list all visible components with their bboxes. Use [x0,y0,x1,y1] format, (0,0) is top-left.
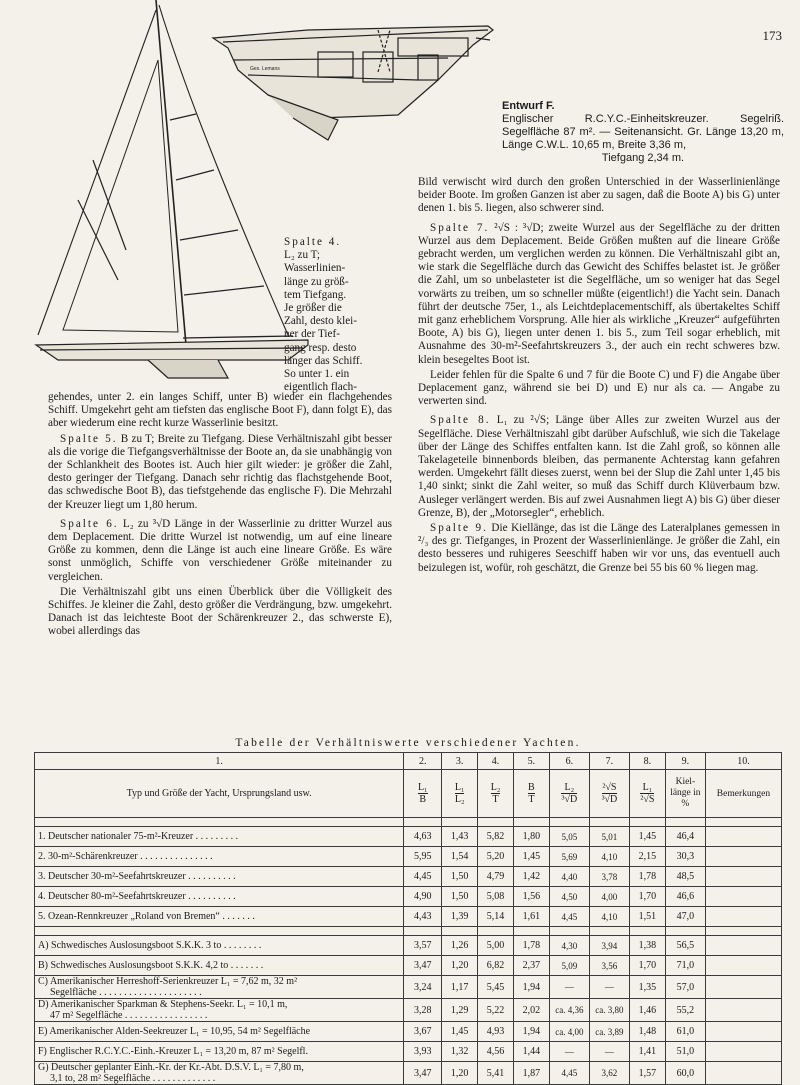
remarks-cell [705,1042,781,1062]
table-row [35,887,782,907]
yacht-name: F) Englischer R.C.Y.C.-Einh.-Kreuzer L₁ = 13,20 m, 87 m² Segelfl. [38,1046,308,1057]
spalte5-paragraph [48,433,392,512]
yacht-name-line2: 47 m² Segelfläche . . . . . . . . . . . . . . . . . [50,1010,208,1021]
value-cell-col2: 4,90 [404,887,442,907]
value-cell-col8: 1,41 [629,1042,665,1062]
value-cell-col3: 1,54 [442,847,478,867]
value-cell-col7: 3,62 [589,1062,629,1085]
frac-den: L₂ [454,794,465,805]
value-cell-col3: 1,50 [442,887,478,907]
value-cell-col5: 2,02 [513,999,549,1022]
table-row [35,1062,782,1085]
yacht-name: C) Amerikanischer Herreshoff-Serienkreuzer L₁ = 7,62 m, 32 m² [38,976,298,987]
frac-den: ³√D [561,794,578,805]
col-number: 3. [442,753,478,770]
value-cell-col2: 3,28 [404,999,442,1022]
remarks-cell [705,976,781,999]
value-cell-col9: 55,2 [665,999,705,1022]
spalte9-heading: Spalte 9. [430,522,488,535]
col-number: 10. [705,753,781,770]
value-cell-col8: 1,38 [629,936,665,956]
value-cell-col9: 51,0 [665,1042,705,1062]
column-number-row [35,753,782,770]
value-cell-col5: 1,61 [513,907,549,927]
remarks-cell [705,1062,781,1085]
value-cell-col4: 4,56 [478,1042,514,1062]
yacht-name-cell [35,827,404,847]
spacer-cell [665,818,705,827]
value-cell-col6: 4,50 [549,887,589,907]
value-cell-col8: 2,15 [629,847,665,867]
yacht-name-cell [35,887,404,907]
value-cell-col2: 4,63 [404,827,442,847]
yacht-name: E) Amerikanischer Alden-Seekreuzer L₁ = 10,95, 54 m² Segelfläche [38,1026,311,1037]
table-row [35,976,782,999]
spacer-cell [478,818,514,827]
spacer-row [35,818,782,827]
spacer-cell [589,927,629,936]
value-cell-col8: 1,70 [629,956,665,976]
value-cell-col8: 1,51 [629,907,665,927]
yacht-name-line2: 3,1 to, 28 m² Segelfläche . . . . . . . . . . . . . [50,1073,216,1084]
col1-header: Typ und Größe der Yacht, Ursprungsland usw. [35,770,404,818]
col9-header: Kiel-länge in % [665,770,705,818]
value-cell-col6: 4,30 [549,936,589,956]
frac-den: B [419,794,427,805]
value-cell-col3: 1,29 [442,999,478,1022]
left-column [48,391,392,641]
value-cell-col2: 3,57 [404,936,442,956]
spalte8-text: ; Länge über Alles zur zweiten Wurzel aus der Segelfläche. Diese Verhältniszahl gibt darüber Aufschluß, wie sich die Takelage über der Länge des Schiffes entfalten kann. Ist die Zahl groß, so können alle Takelageteile binnenbords bleiben, das permanente Achterstag kann gefahren werden. Umgekehrt fällt dieses zuerst, wenn bei der Slup die Zahl unter 1,45 bis 1,40 sinkt; sinkt die Zahl weiter, so muß das Schiff durch Klüverbaum bzw. Ausleger verlängert werden. Bis auf zwei Ausnahmen liegt A) bis G) über dieser Grenze, B), der „Motorsegler“, erheblich. [418,414,781,519]
yacht-name: D) Amerikanischer Sparkman & Stephens-Seekr. L₁ = 10,1 m, [38,999,288,1010]
spalte6-text: Länge in der Wasserlinie zu dritter Wurzel aus dem Deplacement. Die dritte Wurzel ist notwendig, um auf eine lineare Größe zu kommen, denn die Länge ist auch eine lineare Größe. Es wäre sonst unmöglich, Schiffe von verschiedener Größe miteinander zu vergleichen. [48,517,393,583]
value-cell-col8: 1,46 [629,999,665,1022]
value-cell-col4: 5,00 [478,936,514,956]
value-cell-col2: 3,47 [404,1062,442,1085]
value-cell-col4: 5,41 [478,1062,514,1085]
spacer-cell [705,818,781,827]
hull-label: Ges. Lemans [250,66,280,72]
yacht-name-cell [35,907,404,927]
spacer-cell [705,927,781,936]
table-row [35,956,782,976]
spalte4-line: ner der Tief- [284,328,340,341]
value-cell-col5: 2,37 [513,956,549,976]
value-cell-col4: 6,82 [478,956,514,976]
value-cell-col7: — [589,976,629,999]
spacer-cell [549,818,589,827]
value-cell-col7: ca. 3,80 [589,999,629,1022]
value-cell-col6: 5,05 [549,827,589,847]
frac-den: T [528,794,535,805]
remarks-cell [705,956,781,976]
col-number: 5. [513,753,549,770]
spalte7-paragraph-2: Leider fehlen für die Spalte 6 und 7 für die Boote C) und F) die Angabe über Deplacement ganz, während sie bei D) und E) nur als ca. — Angabe zu verwerten sind. [418,368,780,408]
value-cell-col9: 57,0 [665,976,705,999]
col-number: 6. [549,753,589,770]
spalte4-line: gang resp. desto [284,341,357,354]
yacht-name: 2. 30-m²-Schärenkreuzer . . . . . . . . . . . . . . . [38,851,213,862]
value-cell-col3: 1,17 [442,976,478,999]
value-cell-col7: 3,78 [589,867,629,887]
yacht-name-cell [35,956,404,976]
frac-num: L₂ [490,782,501,793]
spacer-cell [404,927,442,936]
spacer-cell [665,927,705,936]
col-number: 8. [629,753,665,770]
value-cell-col5: 1,78 [513,936,549,956]
spalte6-intro: L₂ zu [122,517,149,530]
value-cell-col3: 1,43 [442,827,478,847]
value-cell-col4: 5,82 [478,827,514,847]
spalte4-line: Wasserlinien- [284,262,346,275]
spalte8-heading: Spalte 8. [430,414,491,427]
spalte9-paragraph [418,522,780,575]
spacer-cell [589,818,629,827]
value-cell-col2: 3,67 [404,1022,442,1042]
table-title: Tabelle der Verhältniswerte verschiedener Yachten. [235,737,581,749]
spalte4-heading: Spalte 4. [284,236,342,248]
value-cell-col3: 1,32 [442,1042,478,1062]
value-cell-col2: 3,93 [404,1042,442,1062]
remarks-cell [705,936,781,956]
yacht-name-cell [35,999,404,1022]
yacht-name: A) Schwedisches Auslosungsboot S.K.K. 3 to . . . . . . . . [38,940,262,951]
yacht-name-cell [35,936,404,956]
spalte8-paragraph [418,414,780,520]
value-cell-col6: 4,45 [549,907,589,927]
table-row [35,1022,782,1042]
ratio-header [549,770,589,818]
spalte4-line: Zahl, desto klei- [284,315,358,328]
frac-num: L₁ [417,782,428,793]
value-cell-col3: 1,26 [442,936,478,956]
value-cell-col8: 1,45 [629,827,665,847]
value-cell-col4: 5,22 [478,999,514,1022]
spacer-cell [549,927,589,936]
value-cell-col7: 4,00 [589,887,629,907]
remarks-cell [705,1022,781,1042]
value-cell-col9: 30,3 [665,847,705,867]
value-cell-col7: — [589,1042,629,1062]
value-cell-col4: 4,93 [478,1022,514,1042]
col10-header: Bemerkungen [705,770,781,818]
spalte8-formula: L₁ zu ²√S [496,414,547,427]
value-cell-col9: 48,5 [665,867,705,887]
table-row [35,867,782,887]
spalte6-heading: Spalte 6. [60,517,119,530]
ratio-header [442,770,478,818]
right-column [418,176,780,577]
spacer-row [35,927,782,936]
spacer-cell [442,927,478,936]
figure-caption [502,100,784,165]
value-cell-col2: 3,24 [404,976,442,999]
value-cell-col5: 1,42 [513,867,549,887]
value-cell-col6: 5,09 [549,956,589,976]
spalte4-line: L₂ zu T; [284,249,321,262]
spalte4-line: Je größer die [284,302,342,315]
value-cell-col9: 46,6 [665,887,705,907]
value-cell-col4: 5,20 [478,847,514,867]
yacht-name-cell [35,847,404,867]
value-cell-col2: 5,95 [404,847,442,867]
col-number: 4. [478,753,514,770]
value-cell-col5: 1,56 [513,887,549,907]
table-body [35,818,782,1085]
caption-title: Entwurf F. [502,100,555,112]
value-cell-col6: — [549,1042,589,1062]
table-row [35,936,782,956]
yacht-name: G) Deutscher geplanter Einh.-Kr. der Kr.-Abt. D.S.V. L₁ = 7,80 m, [38,1062,304,1073]
yacht-name-cell [35,1062,404,1085]
value-cell-col7: 3,56 [589,956,629,976]
value-cell-col2: 3,47 [404,956,442,976]
spalte4-line: eigentlich flach- [284,381,357,394]
spalte5-text: B zu T; Breite zu Tiefgang. Diese Verhältniszahl gibt besser als die vorige die Tiefgangsverhältnisse der Boote an, da sie unabhängig von der Schlankheit des Bootes ist. Auch hier gilt wieder: je größer die Zahl, desto geringer der Tiefgang. Danach sehr richtig das flachstgehende Boot, das schwedische Boot B), das tiefstgehende das englische F). Die Mehrzahl der Kreuzer liegt um 1,80 herum. [48,432,392,511]
ratio-header [478,770,514,818]
value-cell-col4: 4,79 [478,867,514,887]
spalte7-paragraph [418,222,780,367]
frac-den: ³√D [601,794,618,805]
value-cell-col9: 61,0 [665,1022,705,1042]
table-row [35,907,782,927]
value-cell-col6: — [549,976,589,999]
value-cell-col5: 1,94 [513,976,549,999]
yacht-name-cell [35,976,404,999]
value-cell-col4: 5,45 [478,976,514,999]
spalte4-narrow-block [284,236,392,394]
yacht-name: 4. Deutscher 80-m²-Seefahrtskreuzer . . . . . . . . . . [38,891,236,902]
frac-num: ²√S [602,782,617,793]
spalte5-heading: Spalte 5. [60,432,118,445]
spalte9-text: Die Kiellänge, das ist die Länge des Lateralplanes gemessen in ²/₃ des gr. Tiefganges, in Prozent der Wasserlinienlänge. Je größer die Zahl, ein desto besseres und ruhigeres Seeschiff haben wir vor uns, das eventuell auch beizulegen ist, wofür, roh geschätzt, die Grenze bei 55 bis 60 % liegen mag. [418,522,781,574]
remarks-cell [705,907,781,927]
spacer-cell [442,818,478,827]
yacht-name: 5. Ozean-Rennkreuzer „Roland von Bremen“ . . . . . . . [38,911,255,922]
value-cell-col9: 71,0 [665,956,705,976]
spalte7-heading: Spalte 7. [430,221,490,234]
spalte6-root: ³√D [152,517,171,530]
remarks-cell [705,887,781,907]
value-cell-col3: 1,45 [442,1022,478,1042]
value-cell-col6: 4,45 [549,1062,589,1085]
spacer-cell [513,818,549,827]
spacer-cell [478,927,514,936]
ratio-header [404,770,442,818]
col-number: 2. [404,753,442,770]
value-cell-col8: 1,78 [629,867,665,887]
yacht-name-cell [35,1022,404,1042]
table-row [35,999,782,1022]
value-cell-col8: 1,57 [629,1062,665,1085]
value-cell-col2: 4,43 [404,907,442,927]
value-cell-col4: 5,14 [478,907,514,927]
spalte4-line: länge zu größ- [284,275,349,288]
yacht-name: 1. Deutscher nationaler 75-m²-Kreuzer . . . . . . . . . [38,831,239,842]
value-cell-col3: 1,20 [442,1062,478,1085]
yacht-name-cell [35,867,404,887]
value-cell-col7: ca. 3,89 [589,1022,629,1042]
spalte4-line: tem Tiefgang. [284,288,347,301]
yacht-name: 3. Deutscher 30-m²-Seefahrtskreuzer . . . . . . . . . . [38,871,236,882]
value-cell-col5: 1,80 [513,827,549,847]
value-cell-col7: 4,10 [589,907,629,927]
frac-num: L₁ [454,782,465,793]
spalte7-text: ; zweite Wurzel aus der Segelfläche zu der dritten Wurzel aus dem Deplacement. Beide Größen mußten auf die lineare Größe gebracht werden, um verglichen werden zu können. Die Verhältniszahl gibt an, wie stark die Segelfläche durch das Gewicht des Schiffes belastet ist. Je größer die Zahl, um so unbelasteter ist die Segelfläche, um so weniger hat das Segel vorwärts zu treiben, um so schneller müßte (eigentlich!) die Yacht sein. Danach führt der deutsche 75er, 1., als Leichtdeplacementschiff, als übertakeltes Schiff mit ganz erheblichem Vorsprung. Alle hier als wirkliche „Kreuzer“ aufgeführten Boote, A) bis G), liegen unter denen 1. bis 5., zum Teil sogar erheblich, mit Ausnahme des 30-m²-Seefahrtskreuzers 3., der auch ein recht schweres bzw. klein besegeltes Boot ist. [418,221,780,366]
value-cell-col9: 46,4 [665,827,705,847]
spacer-cell [513,927,549,936]
ratio-header [589,770,629,818]
spacer-cell [629,818,665,827]
value-cell-col6: ca. 4,00 [549,1022,589,1042]
spacer-cell [629,927,665,936]
remarks-cell [705,999,781,1022]
spalte4-continued: gehendes, unter 2. ein langes Schiff, unter B) wieder ein flachgehendes Schiff. Umgekehrt geht am tiefsten das englische Boot F), dann folgt E), das aber wiederum eine recht kurze Wasserlinie besitzt. [48,391,392,430]
spalte7-formula: ²√S : ³√D [494,221,541,234]
value-cell-col7: 4,10 [589,847,629,867]
col-number: 7. [589,753,629,770]
frac-den: T [492,794,499,805]
value-cell-col5: 1,94 [513,1022,549,1042]
frac-num: B [528,782,535,793]
caption-body: Englischer R.C.Y.C.-Einheitskreuzer. Segelriß. Segelfläche 87 m². — Seitenansicht. Gr. Länge 13,20 m, Länge C.W.L. 10,65 m, Breite 3,36 m, [502,113,784,151]
value-cell-col3: 1,39 [442,907,478,927]
yacht-name: B) Schwedisches Auslosungsboot S.K.K. 4,2 to . . . . . . . [38,960,264,971]
frac-num: L₁ [640,782,654,794]
spacer-cell [404,818,442,827]
ratio-header [513,770,549,818]
value-cell-col2: 4,45 [404,867,442,887]
spacer-cell [35,927,404,936]
yacht-name-cell [35,1042,404,1062]
col-number: 9. [665,753,705,770]
value-cell-col6: 4,40 [549,867,589,887]
value-cell-col8: 1,70 [629,887,665,907]
right-continued: Bild verwischt wird durch den großen Unterschied in der Wasserlinienlänge beider Boote. Im großen Ganzen ist aber zu sagen, daß die Boote A) bis G) unter denen 1. bis 5. liegen, also schwerer sind. [418,176,780,215]
value-cell-col7: 3,94 [589,936,629,956]
value-cell-col3: 1,20 [442,956,478,976]
frac-num: L₂ [561,782,577,794]
remarks-cell [705,867,781,887]
spalte6-paragraph [48,518,392,584]
value-cell-col5: 1,44 [513,1042,549,1062]
table-row [35,1042,782,1062]
value-cell-col6: ca. 4,36 [549,999,589,1022]
value-cell-col9: 56,5 [665,936,705,956]
spalte4-line: So unter 1. ein [284,368,350,381]
table-row [35,847,782,867]
ratio-header [629,770,665,818]
column-header-row [35,770,782,818]
spalte6-paragraph-2: Die Verhältniszahl gibt uns einen Überblick über die Völligkeit des Schiffes. Je kleiner die Zahl, desto größer die Verdrängung, bzw. umgekehrt. Danach ist das leichteste Boot der Schärenkreuzer 2., das schwerste E), wobei allerdings das [48,585,392,638]
frac-den: ²√S [640,794,655,805]
caption-last: Tiefgang 2,34 m. [601,152,685,164]
remarks-cell [705,827,781,847]
remarks-cell [705,847,781,867]
value-cell-col7: 5,01 [589,827,629,847]
spalte4-line: länger das Schiff. [284,354,363,367]
table-row [35,827,782,847]
value-cell-col4: 5,08 [478,887,514,907]
value-cell-col9: 47,0 [665,907,705,927]
ratio-table [34,752,782,1085]
value-cell-col6: 5,69 [549,847,589,867]
col-number: 1. [35,753,404,770]
spacer-cell [35,818,404,827]
yacht-name-line2: Segelfläche . . . . . . . . . . . . . . . . . . . . . [50,987,202,998]
value-cell-col5: 1,45 [513,847,549,867]
page-number: 173 [762,28,782,43]
value-cell-col9: 60,0 [665,1062,705,1085]
value-cell-col5: 1,87 [513,1062,549,1085]
value-cell-col8: 1,48 [629,1022,665,1042]
value-cell-col3: 1,50 [442,867,478,887]
value-cell-col8: 1,35 [629,976,665,999]
